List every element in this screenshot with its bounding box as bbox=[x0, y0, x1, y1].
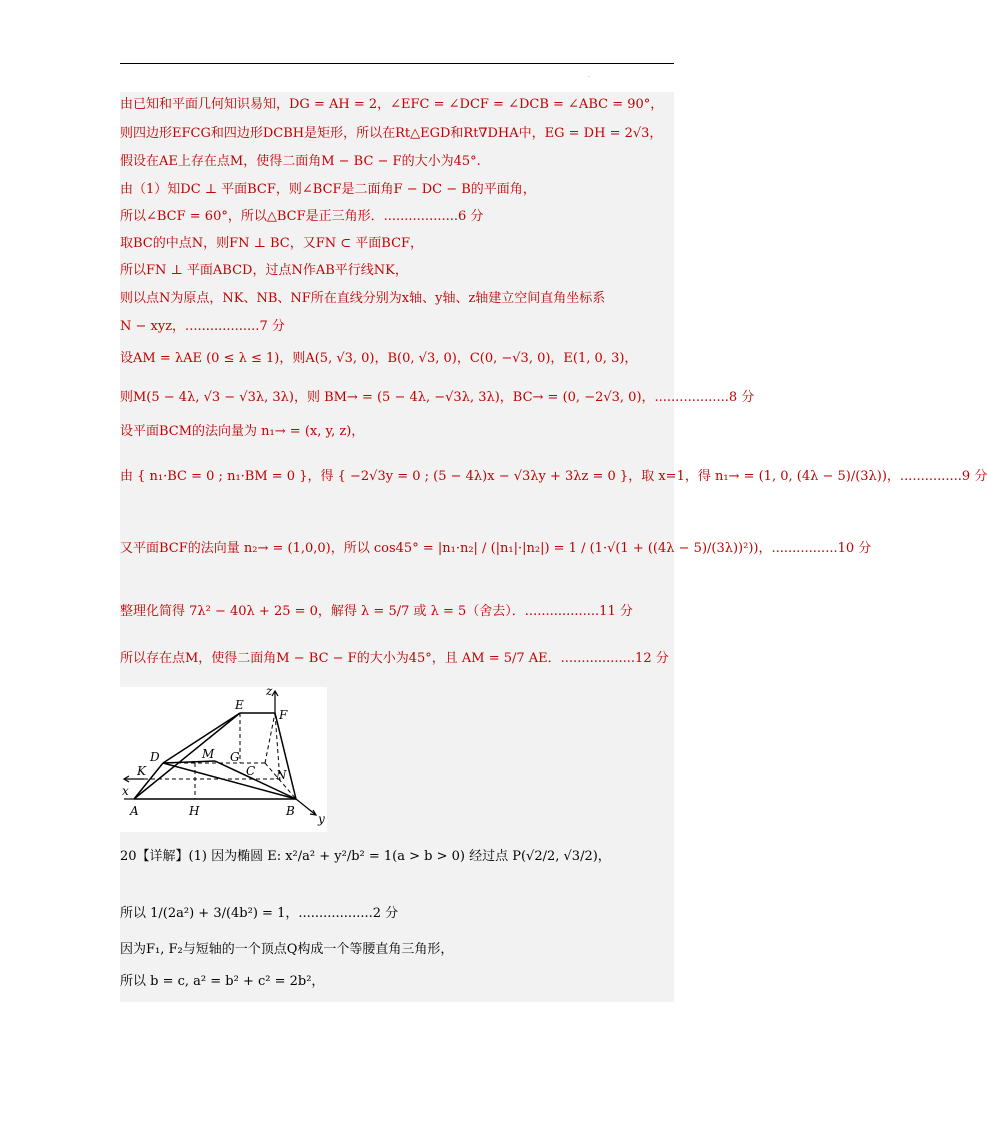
solution-line: 所以 1/(2a²) + 3/(4b²) = 1，..................2 分 bbox=[120, 906, 399, 921]
figure-label: H bbox=[189, 804, 200, 818]
figure-label: G bbox=[230, 750, 240, 764]
solution-line: 整理化简得 7λ² − 40λ + 25 = 0，解得 λ = 5/7 或 λ = 5（舍去）．..................11 分 bbox=[120, 604, 633, 619]
solution-line: 由 { n₁·BC = 0 ; n₁·BM = 0 }，得 { −2√3y = 0 ; (5 − 4λ)x − √3λy + 3λz = 0 }，取 x=1，得 n₁→ = (1, 0, (4λ − 5)/(3λ))，...............9 分 bbox=[120, 469, 987, 484]
solution-line: 假设在AE上存在点M，使得二面角M − BC − F的大小为45°. bbox=[120, 154, 481, 169]
solution-line: 所以∠BCF = 60°，所以△BCF是正三角形．..................6 分 bbox=[120, 209, 484, 224]
figure-label: B bbox=[286, 804, 295, 818]
figure-label: z bbox=[266, 684, 273, 698]
solution-line: 因为F₁, F₂与短轴的一个顶点Q构成一个等腰直角三角形， bbox=[120, 942, 454, 957]
solution-line: 设AM = λAE (0 ≤ λ ≤ 1)，则A(5, √3, 0)，B(0, √3, 0)，C(0, −√3, 0)，E(1, 0, 3)， bbox=[120, 351, 638, 366]
solution-line: 则M(5 − 4λ, √3 − √3λ, 3λ)，则 BM→ = (5 − 4λ, −√3λ, 3λ)，BC→ = (0, −2√3, 0)，..................8 分 bbox=[120, 390, 755, 405]
figure-label: C bbox=[246, 764, 256, 778]
figure-label: D bbox=[150, 750, 160, 764]
header-mark: . bbox=[588, 72, 590, 79]
figure-label: y bbox=[318, 812, 325, 826]
figure-label: F bbox=[279, 708, 288, 722]
header-rule bbox=[120, 63, 674, 64]
figure-label: K bbox=[137, 764, 146, 778]
solution-line: 则以点N为原点，NK、NB、NF所在直线分别为x轴、y轴、z轴建立空间直角坐标系 bbox=[120, 291, 606, 306]
solution-line: 由（1）知DC ⊥ 平面BCF，则∠BCF是二面角F − DC − B的平面角， bbox=[120, 182, 536, 197]
solution-line: 20【详解】(1) 因为椭圆 E: x²/a² + y²/b² = 1(a > b > 0) 经过点 P(√2/2, √3/2)， bbox=[120, 849, 611, 864]
solution-line: 设平面BCM的法向量为 n₁→ = (x, y, z)， bbox=[120, 424, 365, 439]
figure-label: M bbox=[202, 747, 215, 761]
figure-label: N bbox=[276, 768, 287, 782]
solution-line: 所以 b = c, a² = b² + c² = 2b²， bbox=[120, 974, 325, 989]
figure-label: x bbox=[122, 784, 129, 798]
solution-line: 取BC的中点N，则FN ⊥ BC，又FN ⊂ 平面BCF， bbox=[120, 236, 424, 251]
figure-label: A bbox=[130, 804, 139, 818]
figure-label: E bbox=[235, 698, 244, 712]
geometry-figure bbox=[120, 684, 327, 832]
solution-line: 所以存在点M，使得二面角M − BC − F的大小为45°，且 AM = 5/7 AE．..................12 分 bbox=[120, 651, 669, 666]
solution-line: 则四边形EFCG和四边形DCBH是矩形，所以在Rt△EGD和Rt∇DHA中，EG = DH = 2√3， bbox=[120, 126, 663, 141]
solution-panel bbox=[120, 92, 987, 1002]
solution-line: N − xyz，..................7 分 bbox=[120, 319, 285, 334]
solution-line: 由已知和平面几何知识易知，DG = AH = 2，∠EFC = ∠DCF = ∠DCB = ∠ABC = 90°， bbox=[120, 97, 664, 112]
geometry-diagram bbox=[120, 684, 327, 832]
solution-line: 所以FN ⊥ 平面ABCD，过点N作AB平行线NK， bbox=[120, 263, 408, 278]
solution-line: 又平面BCF的法向量 n₂→ = (1,0,0)，所以 cos45° = |n₁·n₂| / (|n₁|·|n₂|) = 1 / (1·√(1 + ((4λ − 5)/(3λ))²))，................10 分 bbox=[120, 541, 872, 556]
